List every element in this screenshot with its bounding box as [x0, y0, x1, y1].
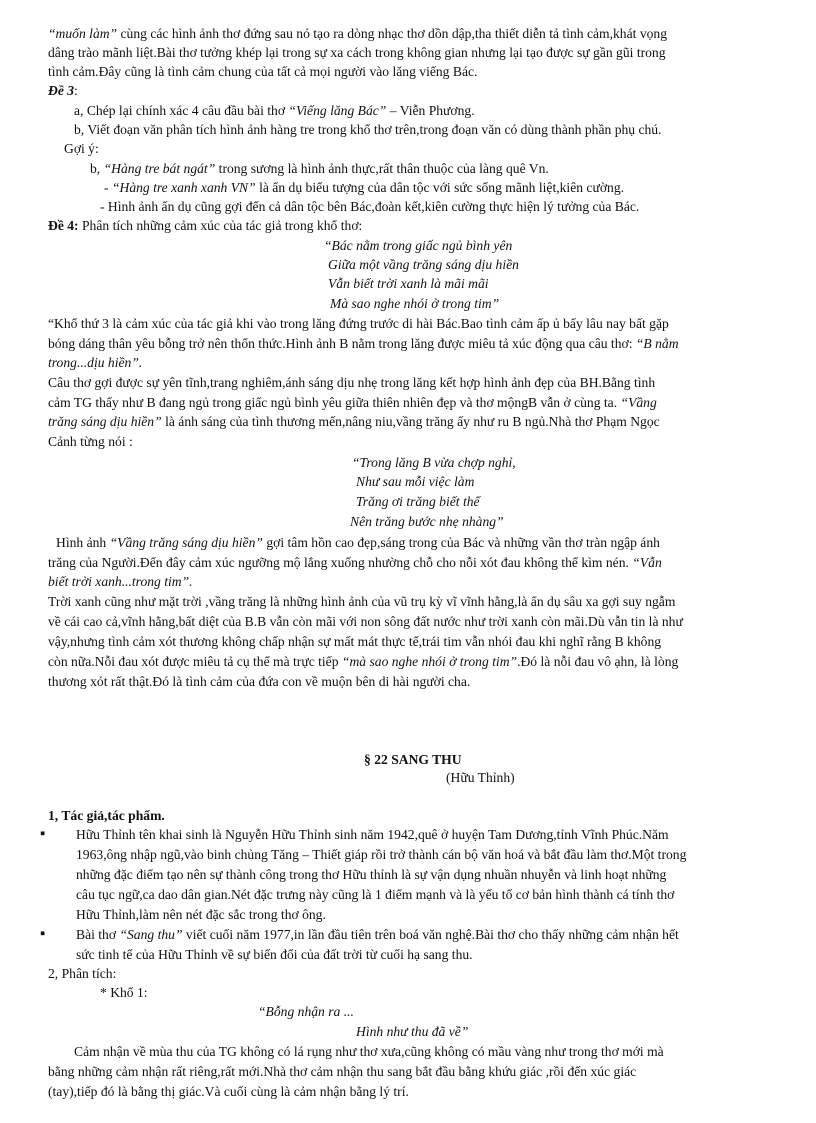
paragraph-line [48, 553, 662, 573]
paragraph-line [48, 24, 667, 44]
paragraph-line: thương xót rất thật.Đó là tình cảm của đứa con về muộn bên di hài người cha. [48, 674, 471, 689]
italic-quote: “Vẫn [632, 555, 662, 570]
italic-quote: “Vầng trăng sáng dịu hiền” [109, 535, 263, 550]
paragraph-line [56, 533, 660, 553]
exercise-label: Đề 3 [48, 83, 75, 98]
exercise-label: Đề 4: [48, 218, 79, 233]
paragraph-line [48, 652, 678, 672]
italic-quote: “Viếng lăng Bác” [288, 103, 387, 118]
hint-label: Gợi ý: [64, 141, 99, 156]
bullet-icon: ▪ [40, 926, 46, 942]
text: là ẩn dụ biểu tượng của dân tộc với sức sống mãnh liệt,kiên cường. [255, 180, 625, 195]
paragraph-line [48, 412, 660, 432]
text: a, Chép lại chính xác 4 câu đầu bài thơ [74, 103, 289, 118]
paragraph-line: 1963,ông nhập ngũ,vào binh chủng Tăng – Thiết giáp rồi trở thành cán bộ văn hoá và bắt đầu làm thơ.Một trong [76, 847, 687, 862]
italic-quote: “Hàng tre xanh xanh VN” [111, 180, 256, 195]
paragraph-line: “Khổ thứ 3 là cảm xúc của tác giả khi vào trong lăng đứng trước di hài Bác.Bao tình cảm ấp ủ bấy lâu nay bất gặp [48, 316, 669, 331]
text: - [104, 180, 112, 195]
paragraph-line: (tay),tiếp đó là bằng thị giác.Và cuối cùng là cảm nhận bằng lý trí. [48, 1084, 409, 1099]
verse-line: Vẫn biết trời xanh là mãi mãi [328, 276, 489, 291]
text: trăng của Người.Đến đây cảm xúc ngưỡng mộ lắng xuống nhường chỗ cho nỗi xót đau không thể kìm nén. [48, 555, 633, 570]
verse-line: Mà sao nghe nhói ở trong tim” [330, 296, 500, 311]
paragraph-line: tình cảm.Đây cũng là tình cảm chung của tất cả mọi người vào lăng viếng Bác. [48, 64, 478, 79]
verse-line: Giữa một vầng trăng sáng dịu hiền [328, 257, 519, 272]
section-author: (Hữu Thỉnh) [446, 770, 515, 785]
verse-line: “Bác nằm trong giấc ngủ bình yên [324, 238, 513, 253]
paragraph-line: Hữu Thỉnh tên khai sinh là Nguyễn Hữu Thỉnh sinh năm 1942,quê ở huyện Tam Dương,tỉnh Vĩnh Phúc.Năm [76, 827, 669, 842]
exercise-heading-4 [48, 216, 362, 236]
text: .Đó là nỗi đau vô ạhn, là lòng [517, 654, 679, 669]
text: là ánh sáng của tình thương mến,nâng niu,vầng trăng ấy như ru B ngủ.Nhà thơ Phạm Ngọc [161, 414, 660, 429]
text: còn nữa.Nỗi đau xót được miêu tả cụ thể mà trực tiếp [48, 654, 342, 669]
text: : [74, 83, 78, 98]
task-a [74, 101, 475, 121]
hint-line: - Hình ảnh ẩn dụ cũng gợi đến cả dân tộc bên Bác,đoàn kết,kiên cường thực hiện lý tưởng của Bác. [100, 199, 640, 214]
paragraph-line [76, 925, 679, 945]
paragraph-line: vậy,nhưng tình cảm xót thương không chấp nhận sự mất mát thực tế,trái tim vẫn nhói đau khi nghĩ rằng B không [48, 634, 662, 649]
text: cảm TG thấy như B đang ngủ trong giấc ngủ bình yêu giữa thiên nhiên đẹp và thơ mộngB vẫn ở cùng ta. [48, 395, 621, 410]
italic-quote: trăng sáng dịu hiền” [48, 414, 162, 429]
verse-line: “Trong lăng B vừa chợp nghỉ, [352, 455, 516, 470]
text: viết cuối năm 1977,in lần đầu tiên trên boá văn nghệ.Bài thơ cho thấy những cảm nhận hết [182, 927, 679, 942]
task-b: b, Viết đoạn văn phân tích hình ảnh hàng tre trong khổ thơ trên,trong đoạn văn có dùng thành phần phụ chú. [74, 122, 662, 137]
paragraph-line [48, 334, 679, 354]
verse-line: “Bỗng nhận ra ... [258, 1004, 354, 1019]
stanza-label: * Khổ 1: [100, 985, 148, 1000]
paragraph-line: Trời xanh cũng như mặt trời ,vầng trăng là những hình ảnh của vũ trụ kỳ vĩ vĩnh hằng,là ẩn dụ sâu xa gợi suy ngẫm [48, 594, 676, 609]
paragraph-line: về cái cao cả,vĩnh hằng,bất diệt của B.B vẫn còn mãi với non sông đất nước như trời xanh còn mãi.Dù vẫn tin là như [48, 614, 683, 629]
italic-quote: “Hàng tre bát ngát” [103, 161, 216, 176]
paragraph-line: biết trời xanh...trong tim”. [48, 574, 193, 589]
paragraph-line: bằng những cảm nhận rất riêng,rất mới.Nhà thơ cảm nhận thu sang bắt đầu bằng khứu giác ,rồi đến xúc giác [48, 1064, 637, 1079]
verse-line: Nên trăng bước nhẹ nhàng” [350, 514, 504, 529]
text: b, [90, 161, 104, 176]
text: bóng dáng thân yêu bỗng trở nên thổn thức.Hình ảnh B nằm trong lăng được miêu tả xúc động qua câu thơ: [48, 336, 636, 351]
italic-quote: “mà sao nghe nhói ở trong tim” [341, 654, 518, 669]
paragraph-line: trong...dịu hiền”. [48, 355, 143, 370]
italic-quote: “Vầng [620, 395, 657, 410]
italic-quote: “Sang thu” [119, 927, 183, 942]
subheading: 2, Phân tích: [48, 966, 117, 981]
section-title: § 22 SANG THU [364, 752, 462, 767]
subheading: 1, Tác giả,tác phẩm. [48, 808, 165, 823]
paragraph-line [48, 393, 657, 413]
hint-line [104, 178, 624, 198]
text: – Viễn Phương. [386, 103, 475, 118]
text: gợi tâm hồn cao đẹp,sáng trong của Bác và những vần thơ tràn ngập ánh [262, 535, 660, 550]
paragraph-line: dâng trào mãnh liệt.Bài thơ tưởng khép lại trong sự xa cách trong không gian nhưng lại tạo được sự gần gũi trong [48, 45, 666, 60]
exercise-heading-3 [48, 81, 78, 101]
paragraph-line: những đặc điểm tạo nên sự thành công trong thơ Hữu thỉnh là sự vận dụng nhuần nhuyễn và linh hoạt những [76, 867, 667, 882]
verse-line: Như sau mỗi việc làm [356, 474, 475, 489]
text: Hình ảnh [56, 535, 110, 550]
paragraph-line: Hữu Thỉnh,làm nên nét đặc sắc trong thơ ông. [76, 907, 326, 922]
text: Phân tích những cảm xúc của tác giả trong khổ thơ: [78, 218, 363, 233]
hint-line [90, 159, 549, 179]
paragraph-line: Cảnh từng nói : [48, 434, 133, 449]
text: cùng các hình ảnh thơ đứng sau nó tạo ra dòng nhạc thơ dồn dập,tha thiết diễn tả tình cảm,khát vọng [117, 26, 668, 41]
text: Bài thơ [76, 927, 120, 942]
italic-quote: “B nằm [635, 336, 679, 351]
text: trong sương là hình ảnh thực,rất thân thuộc của làng quê Vn. [215, 161, 549, 176]
bullet-icon: ▪ [40, 826, 46, 842]
verse-line: Trăng ơi trăng biết thế [356, 494, 480, 509]
italic-quote: “muốn làm” [48, 26, 118, 41]
paragraph-line: Cảm nhận về mùa thu của TG không có lá rụng như thơ xưa,cũng không có mầu vàng như trong thơ mới mà [74, 1044, 664, 1059]
paragraph-line: câu tục ngữ,ca dao dân gian.Nét đặc trưng này cũng là 1 điểm mạnh và là yếu tố cơ bản hình thành cá tính thơ [76, 887, 675, 902]
paragraph-line: Câu thơ gợi được sự yên tĩnh,trang nghiêm,ánh sáng dịu nhẹ trong lăng kết hợp hình ảnh đẹp của BH.Bằng tình [48, 375, 656, 390]
verse-line: Hình như thu đã về” [356, 1024, 469, 1039]
paragraph-line: sức tinh tế của Hữu Thỉnh về sự biến đổi của đất trời từ cuối hạ sang thu. [76, 947, 473, 962]
